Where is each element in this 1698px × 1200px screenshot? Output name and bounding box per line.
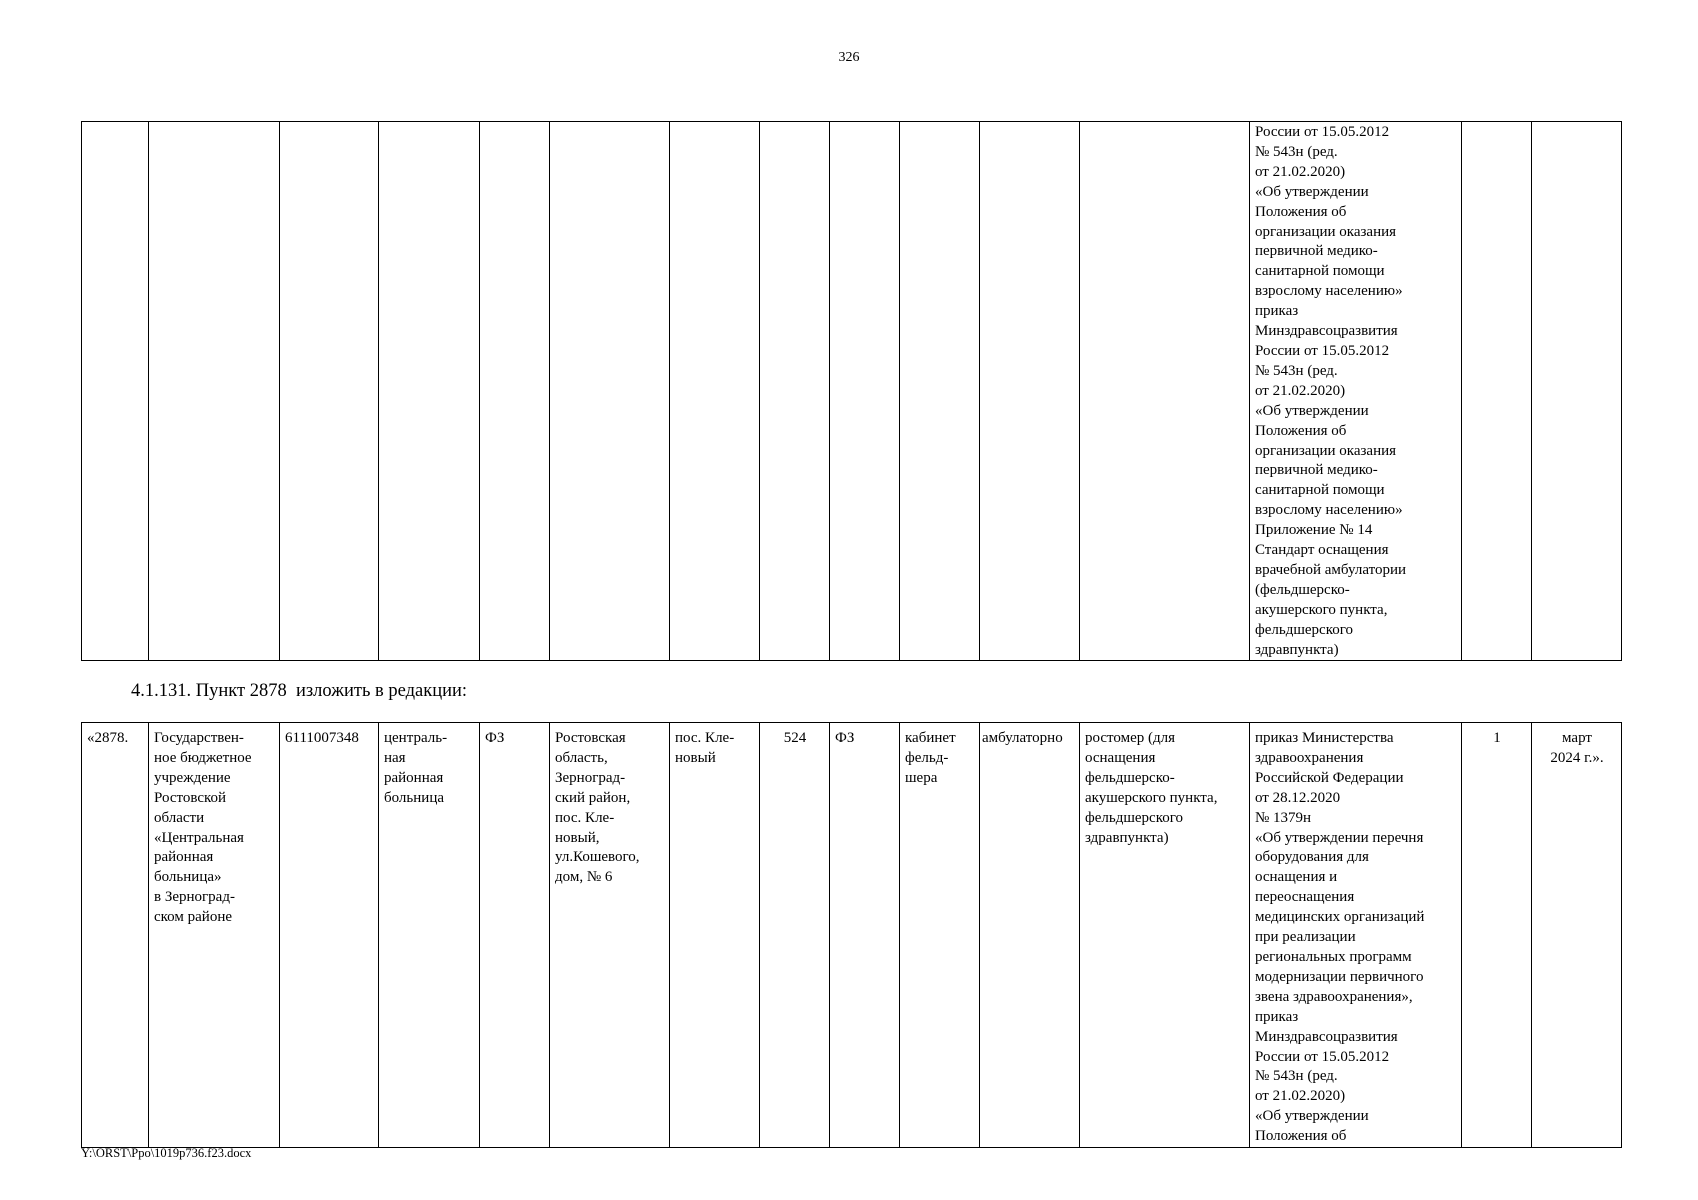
population-cell: 524 — [760, 723, 830, 1148]
table-cell — [760, 122, 830, 661]
table-cell — [379, 122, 480, 661]
room-cell: кабинет фельд- шера — [900, 723, 980, 1148]
item-number-cell: «2878. — [82, 723, 149, 1148]
continuation-table — [81, 121, 1622, 661]
table-cell — [149, 122, 280, 661]
inn-cell: 6111007348 — [280, 723, 379, 1148]
table-cell — [550, 122, 670, 661]
table-cell — [280, 122, 379, 661]
table-cell — [82, 122, 149, 661]
table-cell — [830, 122, 900, 661]
table-row — [82, 723, 1622, 1148]
table-cell — [1532, 122, 1622, 661]
table-cell — [1462, 122, 1532, 661]
footer-file-path: Y:\ORST\Ppo\1019p736.f23.docx — [81, 1146, 252, 1160]
legal-basis-cell: России от 15.05.2012 № 543н (ред. от 21.02.2020) «Об утверждении Положения об организации оказания первичной медико- санитарной помощи взрослому населению» приказ Минздравсоцразвития России от 15.05.2012 № 543н (ред. от 21.02.2020) «Об утверждении Положения об организации оказания первичной медико- санитарной помощи взрослому населению» Приложение № 14 Стандарт оснащения врачебной амбулатории (фельдшерско- акушерского пункта, фельдшерского здравпункта) — [1250, 122, 1462, 661]
amendment-instruction: 4.1.131. Пункт 2878 изложить в редакции: — [131, 681, 468, 701]
settlement-cell: пос. Кле- новый — [670, 723, 760, 1148]
unit-type-cell: ФЗ — [830, 723, 900, 1148]
address-cell: Ростовская область, Зерноград- ский район, пос. Кле- новый, ул.Кошевого, дом, № 6 — [550, 723, 670, 1148]
table-cell — [900, 122, 980, 661]
table-cell — [670, 122, 760, 661]
law-code-cell: ФЗ — [480, 723, 550, 1148]
page-number: 326 — [838, 50, 860, 65]
equipment-cell: ростомер (для оснащения фельдшерско- акушерского пункта, фельдшерского здравпункта) — [1080, 723, 1250, 1148]
care-form-cell: амбулаторно — [980, 723, 1080, 1148]
table-cell — [980, 122, 1080, 661]
legal-basis-cell: приказ Министерства здравоохранения Российской Федерации от 28.12.2020 № 1379н «Об утверждении перечня оборудования для оснащения и переоснащения медицинских организаций при реализации региональных программ модернизации первичного звена здравоохранения», приказ Минздравсоцразвития России от 15.05.2012 № 543н (ред. от 21.02.2020) «Об утверждении Положения об — [1250, 723, 1462, 1148]
deadline-cell: март 2024 г.». — [1532, 723, 1622, 1148]
table-row — [82, 122, 1622, 661]
table-cell — [1080, 122, 1250, 661]
institution-cell: Государствен- ное бюджетное учреждение Ростовской области «Центральная районная больница» в Зерноград- ском районе — [149, 723, 280, 1148]
quantity-cell: 1 — [1462, 723, 1532, 1148]
facility-type-cell: централь- ная районная больница — [379, 723, 480, 1148]
item-2878-table — [81, 722, 1622, 1148]
table-cell — [480, 122, 550, 661]
